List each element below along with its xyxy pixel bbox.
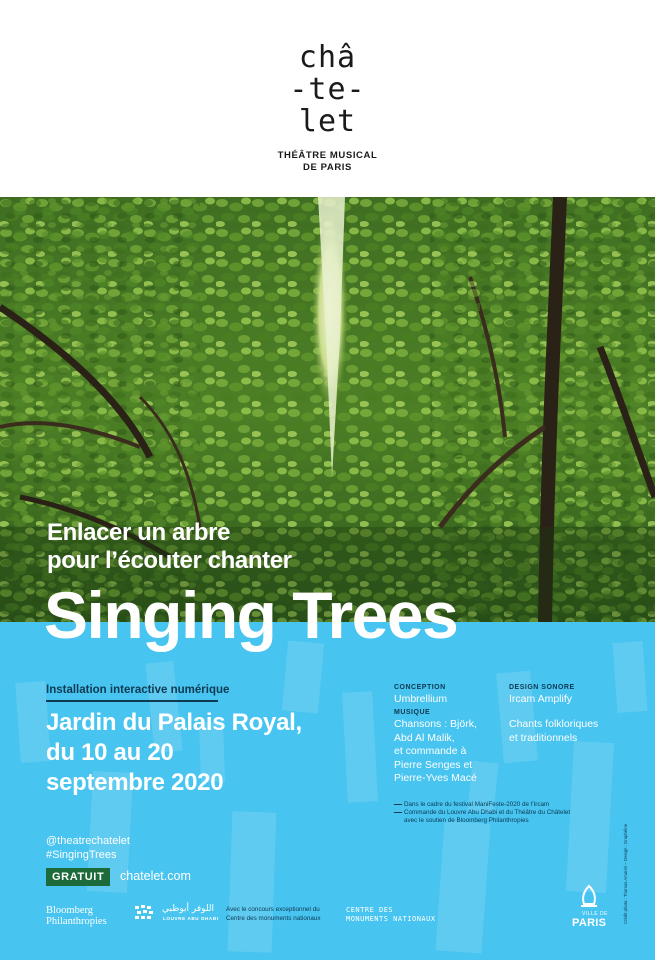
logo-subtitle: DE PARIS [303, 162, 352, 173]
musique-line: Pierre Senges et [394, 758, 473, 771]
logo-text: Bloomberg [46, 905, 94, 916]
tagline [47, 519, 292, 575]
installation-label: Installation interactive numérique [46, 684, 230, 696]
cmn-support-text [226, 906, 321, 923]
bloomberg-philanthropies-logo [46, 905, 107, 927]
logo-text: MONUMENTS NATIONAUX [346, 915, 436, 923]
support-line: Avec le concours exceptionnel du [226, 906, 320, 913]
paris-ship-icon [578, 884, 600, 910]
note-text: Commande du Louvre Abu Dhabi et du Théâtre du Châtelet [404, 809, 571, 817]
social-links [46, 834, 130, 862]
design-sonore-value: Ircam Amplify [509, 693, 573, 705]
festival-notes [394, 801, 570, 826]
dash-icon [394, 812, 402, 813]
support-line: Centre des monuments nationaux [226, 914, 321, 922]
conception-value: Umbrellium [394, 693, 448, 705]
note-line: avec le soutien de Bloomberg Philanthropies [404, 817, 529, 825]
logo-line: -te- [289, 72, 366, 107]
note-text: Dans le cadre du festival ManiFeste-2020 de l’Ircam [404, 801, 550, 808]
tagline-line: Enlacer un arbre [47, 519, 231, 546]
centre-monuments-nationaux-logo [346, 906, 436, 924]
venue-line: septembre 2020 [46, 769, 224, 796]
tagline-line: pour l’écouter chanter [47, 547, 292, 574]
ville-de-text: VILLE DE [582, 911, 608, 917]
venue-line: du 10 au 20 [46, 739, 174, 766]
chants-line: et traditionnels [509, 731, 578, 744]
header [0, 0, 655, 197]
chants-value [509, 718, 598, 745]
louvre-name-text: LOUVRE ABU DHABI [163, 916, 219, 921]
photo-credit: Crédit photo : Thomas Amorim – Design : Graphéine [623, 824, 628, 924]
musique-label: MUSIQUE [394, 709, 431, 716]
logo-subtitle: THÉÂTRE MUSICAL [277, 150, 378, 161]
website-link[interactable]: chatelet.com [120, 869, 191, 883]
logo-line: let [298, 104, 357, 139]
musique-line: Abd Al Malik, [394, 731, 455, 744]
musique-line: Chansons : Björk, [394, 718, 477, 730]
logo-text: Philanthropies [46, 916, 107, 927]
musique-line: Pierre-Yves Macé [394, 772, 477, 784]
logo-text: CENTRE DES [346, 906, 394, 914]
social-hashtag[interactable]: #SingingTrees [46, 849, 117, 861]
venue-line: Jardin du Palais Royal, [46, 709, 302, 736]
chants-line: Chants folkloriques [509, 718, 599, 730]
musique-line: et commande à [394, 745, 467, 757]
louvre-abu-dhabi-icon [134, 904, 156, 922]
design-sonore-label: DESIGN SONORE [509, 684, 575, 691]
note-line [394, 801, 570, 809]
conception-label: CONCEPTION [394, 684, 446, 691]
free-badge: GRATUIT [46, 868, 110, 886]
venue-dates [46, 708, 302, 798]
chatelet-logo [0, 42, 655, 174]
dash-icon [394, 804, 402, 805]
musique-value [394, 718, 477, 786]
paris-logo-text: PARIS [572, 917, 607, 929]
louvre-arabic-text: اللوفر أبوظبي [162, 904, 215, 914]
divider [46, 700, 218, 702]
event-title: Singing Trees [44, 578, 458, 652]
social-handle[interactable]: @theatrechatelet [46, 835, 130, 847]
note-line [394, 809, 570, 817]
logo-line: châ [298, 40, 357, 75]
